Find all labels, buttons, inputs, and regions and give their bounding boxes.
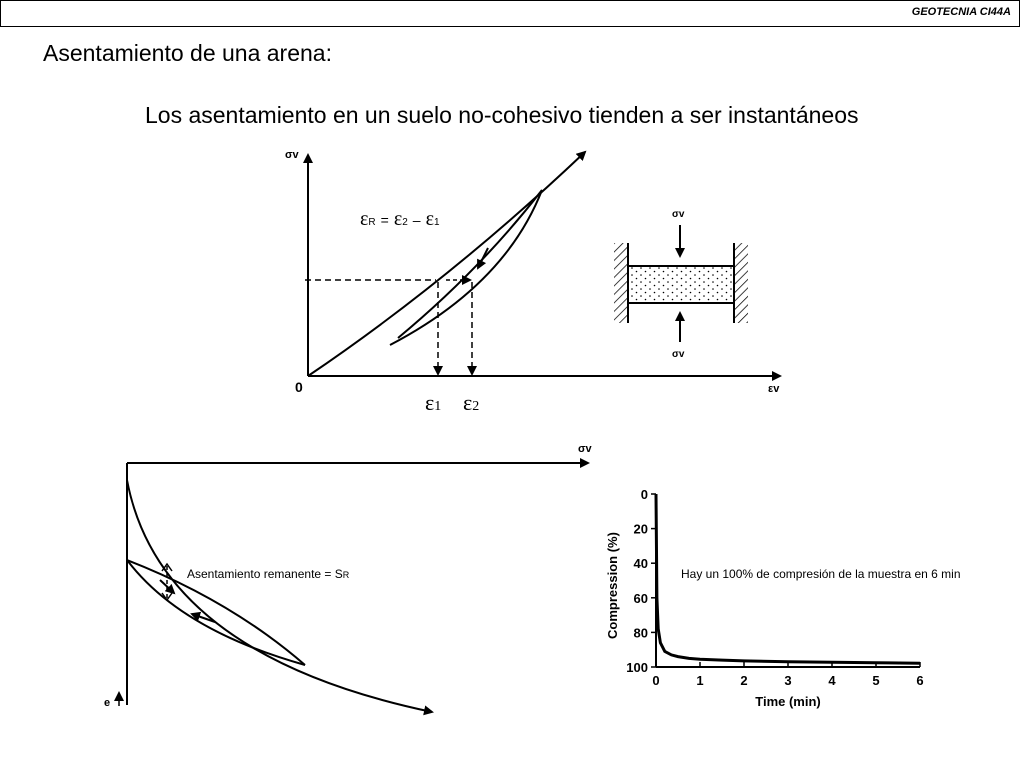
sample-bottom-label: σv (672, 349, 685, 360)
x-tick-label: 4 (828, 673, 836, 688)
slide-title: Asentamiento de una arena: (43, 40, 332, 66)
y-tick-label: 60 (633, 590, 648, 606)
y-tick-label: 40 (633, 556, 648, 572)
x-tick-label: 0 (652, 673, 660, 688)
top-origin-label: 0 (295, 379, 303, 395)
bl-y-axis-label: e (104, 697, 111, 709)
slide-subtitle: Los asentamiento en un suelo no-cohesivo tienden a ser instantáneos (145, 102, 859, 128)
bl-x-axis-label: σv (578, 443, 592, 455)
chart-x-label: Time (min) (755, 694, 821, 709)
y-tick-label: 100 (626, 660, 648, 675)
sample-top-label: σv (672, 209, 685, 220)
top-x-axis-label: εv (768, 383, 780, 395)
y-tick-label: 20 (633, 521, 648, 537)
x-tick-label: 5 (872, 673, 880, 688)
x-tick-label: 2 (740, 673, 748, 688)
course-tag: GEOTECNIA CI44A (911, 6, 1011, 18)
residual-strain-formula: εR = ε2 – ε1 (360, 208, 440, 230)
x-tick-label: 1 (696, 673, 704, 688)
y-tick-label: 0 (640, 487, 648, 502)
chart-y-label: Compression (%) (605, 532, 620, 639)
top-y-axis-label: σv (285, 149, 299, 161)
eps2-marker-label: ε2 (463, 390, 480, 415)
y-tick-label: 80 (633, 625, 648, 641)
x-tick-label: 3 (784, 673, 792, 688)
remaining-settlement-annotation: Asentamiento remanente = SR (187, 567, 350, 581)
eps1-marker-label: ε1 (425, 390, 442, 415)
compression-note: Hay un 100% de compresión de la muestra en 6 min (681, 567, 961, 581)
x-tick-label: 6 (916, 673, 924, 688)
